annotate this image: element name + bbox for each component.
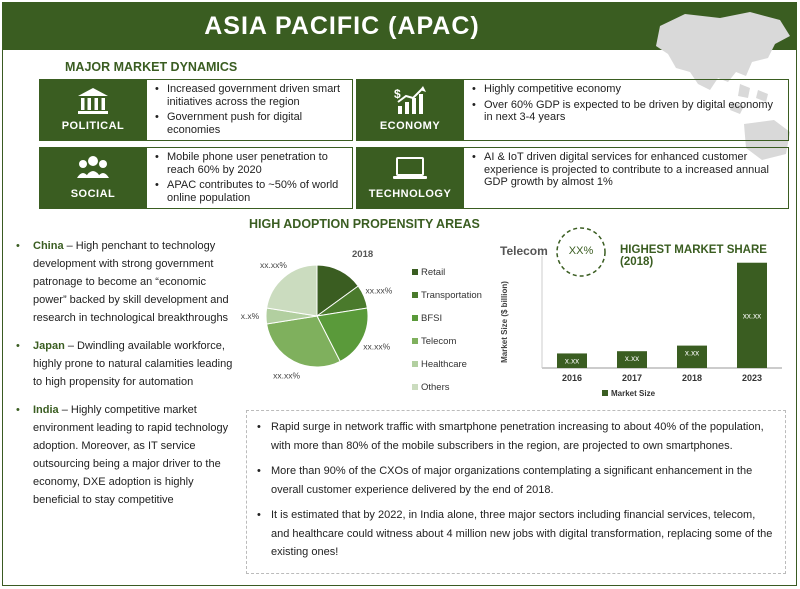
legend-item [412, 381, 482, 404]
laptop-icon [392, 154, 428, 184]
x-tick-label: 2017 [621, 373, 643, 383]
legend-label: Healthcare [421, 359, 467, 370]
political-icon-panel [39, 79, 147, 141]
growth-chart-icon [392, 86, 428, 116]
social-box [39, 147, 353, 209]
svg-text:$: $ [394, 87, 401, 101]
summary-bullet: • It is estimated that by 2022, in India alone, three major sectors including financial services, telecom, and healthcare could witness about 4 million new jobs with digital transformation, replacing some of the existing ones! [255, 506, 775, 562]
adoption-title: HIGH ADOPTION PROPENSITY AREAS [249, 217, 480, 231]
bar-data-label: xx.xx [742, 311, 762, 321]
government-building-icon [75, 86, 111, 116]
list-item: • Japan – Dwindling available workforce, highly prone to natural calamities leading to high propensity for automation [16, 340, 233, 388]
legend-label: Transportation [421, 290, 482, 301]
political-bullet: • Increased government driven smart initiatives across the region [153, 83, 346, 108]
legend-label: Others [421, 382, 450, 393]
list-item: • China – High penchant to technology development with strong government patronage to become an “economic power” backed by skill development and research in technological breakthroughs [16, 240, 229, 324]
economy-label: ECONOMY [379, 120, 441, 132]
legend-swatch [412, 269, 418, 275]
technology-text [464, 147, 789, 209]
social-bullet: • Mobile phone user penetration to reach 60% by 2020 [153, 151, 346, 176]
legend-item [412, 358, 482, 381]
country-list [15, 237, 235, 519]
pie-chart [228, 262, 418, 390]
technology-label: TECHNOLOGY [368, 188, 452, 200]
summary-bullet: • Rapid surge in network traffic with smartphone penetration increasing to about 40% of the population, with more than 80% of the mobile subscribers in the region, are projected to own smartphones. [255, 418, 775, 455]
summary-bullet: • More than 90% of the CXOs of major organizations contemplating a significant enhancement in the overall customer experience delivered by the end of 2018. [255, 462, 775, 499]
pie-chart-title: 2018 [352, 249, 374, 260]
pie-data-label: x.x% [240, 311, 260, 321]
x-tick-label: 2016 [561, 373, 583, 383]
pie-slice-others [267, 265, 317, 316]
technology-bullet: • AI & IoT driven digital services for enhanced customer experience is projected to contribute to a increased annual GDP growth by almost 1% [470, 151, 782, 189]
political-label: POLITICAL [61, 120, 125, 132]
social-icon-panel [39, 147, 147, 209]
country-name: Japan [33, 340, 65, 352]
economy-text [464, 79, 789, 141]
legend-swatch [412, 361, 418, 367]
legend-item [412, 266, 482, 289]
bar-data-label: x.xx [684, 348, 700, 358]
legend-swatch [412, 338, 418, 344]
pie-data-label: xx.xx% [365, 285, 393, 296]
legend-item [412, 312, 482, 335]
country-text: – Highly competitive market environment leading to rapid technology adoption. Moreover, as IT service outsourcing being a major driver to the economy, DXE adoption is highly beneficial to stay competitive [33, 404, 229, 506]
y-axis-label: Market Size ($ billion) [500, 281, 509, 363]
legend-swatch [412, 384, 418, 390]
legend-item [412, 289, 482, 312]
economy-box [356, 79, 789, 141]
economy-bullet: • Over 60% GDP is expected to be driven by digital economy in next 3-4 years [470, 99, 782, 124]
dynamics-title: MAJOR MARKET DYNAMICS [65, 60, 238, 74]
political-bullet: • Government push for digital economies [153, 111, 346, 136]
economy-icon-panel [356, 79, 464, 141]
legend-label: Retail [421, 267, 446, 278]
pie-data-label: xx.xx% [363, 341, 391, 352]
legend-label: BFSI [421, 313, 443, 324]
technology-box [356, 147, 789, 209]
country-name: China [33, 240, 64, 252]
legend-swatch [602, 390, 608, 396]
legend-label: Telecom [421, 336, 457, 347]
bar-data-label: x.xx [564, 356, 580, 366]
legend-item [412, 335, 482, 358]
legend-label: Market Size [611, 389, 656, 398]
people-group-icon [75, 154, 111, 184]
list-item: • India – Highly competitive market environment leading to rapid technology adoption. Moreover, as IT service outsourcing being a major driver to the economy, DXE adoption is highly beneficial to stay competitive [16, 404, 229, 506]
highest-share-label: HIGHEST MARKET SHARE (2018) [620, 244, 767, 268]
political-box [39, 79, 353, 141]
bar-data-label: x.xx [624, 354, 640, 364]
pie-data-label: xx.xx% [260, 262, 287, 271]
telecom-label: Telecom [500, 244, 548, 258]
legend-swatch [412, 292, 418, 298]
country-text: – Dwindling available workforce, highly prone to natural calamities leading to high propensity for automation [33, 340, 233, 388]
technology-icon-panel [356, 147, 464, 209]
political-text [147, 79, 353, 141]
summary-box [246, 410, 786, 574]
pie-data-label: xx.xx% [273, 370, 301, 381]
social-bullet: • APAC contributes to ~50% of world online population [153, 179, 346, 204]
social-label: SOCIAL [70, 188, 116, 200]
social-text [147, 147, 353, 209]
x-tick-label: 2023 [741, 373, 763, 383]
telecom-share: XX% [568, 245, 594, 257]
bar-chart [496, 236, 796, 402]
country-text: – High penchant to technology development with strong government patronage to become an “economic power” backed by skill development and research in technological breakthroughs [33, 240, 229, 324]
legend-swatch [412, 315, 418, 321]
pie-legend [412, 266, 482, 404]
economy-bullet: • Highly competitive economy [470, 83, 782, 96]
x-tick-label: 2018 [681, 373, 703, 383]
page-title: ASIA PACIFIC (APAC) [204, 12, 480, 40]
country-name: India [33, 404, 59, 416]
